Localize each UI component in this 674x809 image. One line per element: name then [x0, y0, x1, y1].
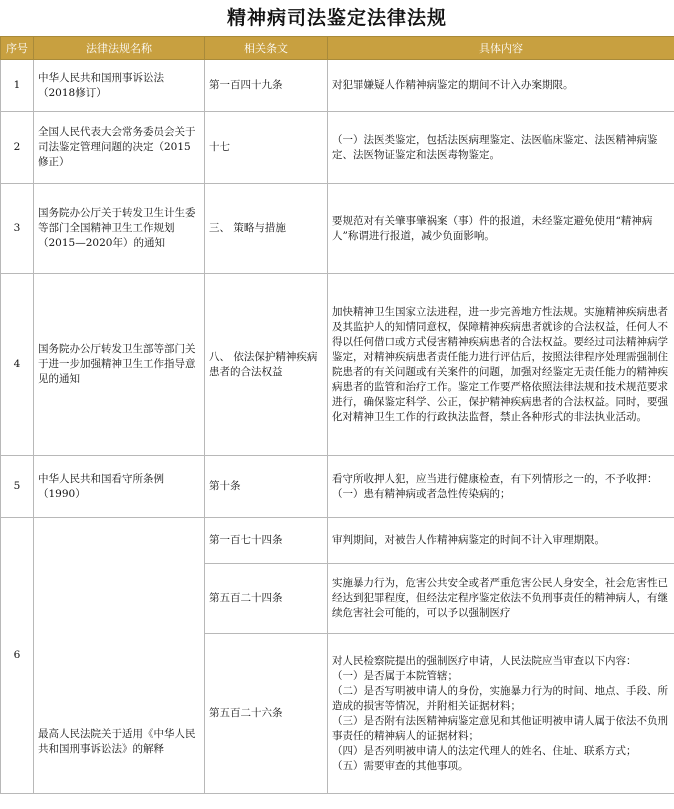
content-line: （一）是否属于本院管辖；: [332, 669, 458, 682]
content: 对犯罪嫌疑人作精神病鉴定的期间不计入办案期限。: [328, 60, 674, 112]
content: （一）法医类鉴定，包括法医病理鉴定、法医临床鉴定、法医精神病鉴定、法医物证鉴定和法医毒物鉴定。: [328, 112, 674, 184]
content: 审判期间，对被告人作精神病鉴定的时间不计入审理期限。: [328, 518, 674, 564]
content-line: （二）是否写明被申请人的身份，实施暴力行为的时间、地点、手段、所造成的损害等情况，并附相关证据材料；: [332, 684, 668, 712]
row-number: 3: [1, 184, 34, 274]
clause: 第五百二十六条: [205, 634, 328, 794]
law-name: 中华人民共和国看守所条例（1990）: [34, 456, 205, 518]
clause: 八、 依法保护精神疾病患者的合法权益: [205, 274, 328, 456]
content-line: （三）是否附有法医精神病鉴定意见和其他证明被申请人属于依法不负刑事责任的精神病人的证据材料；: [332, 714, 668, 742]
row-number: 2: [1, 112, 34, 184]
content: 要规范对有关肇事肇祸案（事）件的报道，未经鉴定避免使用“精神病人”称谓进行报道，减少负面影响。: [328, 184, 674, 274]
law-name: 最高人民法院关于适用《中华人民共和国刑事诉讼法》的解释: [34, 518, 205, 794]
clause: 三、 策略与措施: [205, 184, 328, 274]
law-name: 国务院办公厅关于转发卫生计生委等部门全国精神卫生工作规划（2015—2020年）的通知: [34, 184, 205, 274]
table-header-row: [1, 37, 674, 60]
content: 实施暴力行为，危害公共安全或者严重危害公民人身安全，社会危害性已经达到犯罪程度，但经法定程序鉴定依法不负刑事责任的精神病人，有继续危害社会可能的，可以予以强制医疗: [328, 564, 674, 634]
regulations-table: [0, 36, 674, 794]
document-title: 精神病司法鉴定法律法规: [226, 7, 447, 29]
clause: 十七: [205, 112, 328, 184]
table-row: [1, 184, 674, 274]
content: 加快精神卫生国家立法进程，进一步完善地方性法规。实施精神疾病患者及其监护人的知情同意权，保障精神疾病患者就诊的合法权益，任何人不得以任何借口或方式侵害精神疾病患者的合法权益。要经过司法精神病学鉴定，对精神疾病患者责任能力进行评估后，按照法律程序处理需强制住院患者的有关问题或有关案件的问题，加强对经鉴定无责任能力的精神疾病患者的监管和治疗工作。鉴定工作要严格依照法律法规和技术规范要求进行，确保鉴定科学、公正，保护精神疾病患者的合法权益。同时，要强化对精神卫生工作的行政执法监督，禁止各种形式的非法执业活动。: [328, 274, 674, 456]
table-row: [1, 274, 674, 456]
header-content: 具体内容: [328, 37, 674, 60]
content-line: 对人民检察院提出的强制医疗申请，人民法院应当审查以下内容：: [332, 654, 637, 667]
table-row: [1, 60, 674, 112]
clause: 第五百二十四条: [205, 564, 328, 634]
row-number: 1: [1, 60, 34, 112]
table-row: [1, 456, 674, 518]
row-number: 6: [1, 518, 34, 794]
header-number: 序号: [1, 37, 34, 60]
row-number: 4: [1, 274, 34, 456]
table-row: [1, 518, 674, 564]
content-line: 看守所收押人犯，应当进行健康检查，有下列情形之一的，不予收押：: [332, 472, 658, 485]
content-line: （一）患有精神病或者急性传染病的；: [332, 487, 511, 500]
clause: 第一百四十九条: [205, 60, 328, 112]
row-number: 5: [1, 456, 34, 518]
content: [328, 634, 674, 794]
law-name: 国务院办公厅转发卫生部等部门关于进一步加强精神卫生工作指导意见的通知: [34, 274, 205, 456]
clause: 第十条: [205, 456, 328, 518]
header-law-name: 法律法规名称: [34, 37, 205, 60]
content: [328, 456, 674, 518]
law-name: 中华人民共和国刑事诉讼法（2018修订）: [34, 60, 205, 112]
content-line: （五）需要审查的其他事项。: [332, 759, 469, 772]
law-name: 全国人民代表大会常务委员会关于司法鉴定管理问题的决定（2015修正）: [34, 112, 205, 184]
table-row: [1, 112, 674, 184]
header-clause: 相关条文: [205, 37, 328, 60]
content-line: （四）是否列明被申请人的法定代理人的姓名、住址、联系方式；: [332, 744, 637, 757]
clause: 第一百七十四条: [205, 518, 328, 564]
